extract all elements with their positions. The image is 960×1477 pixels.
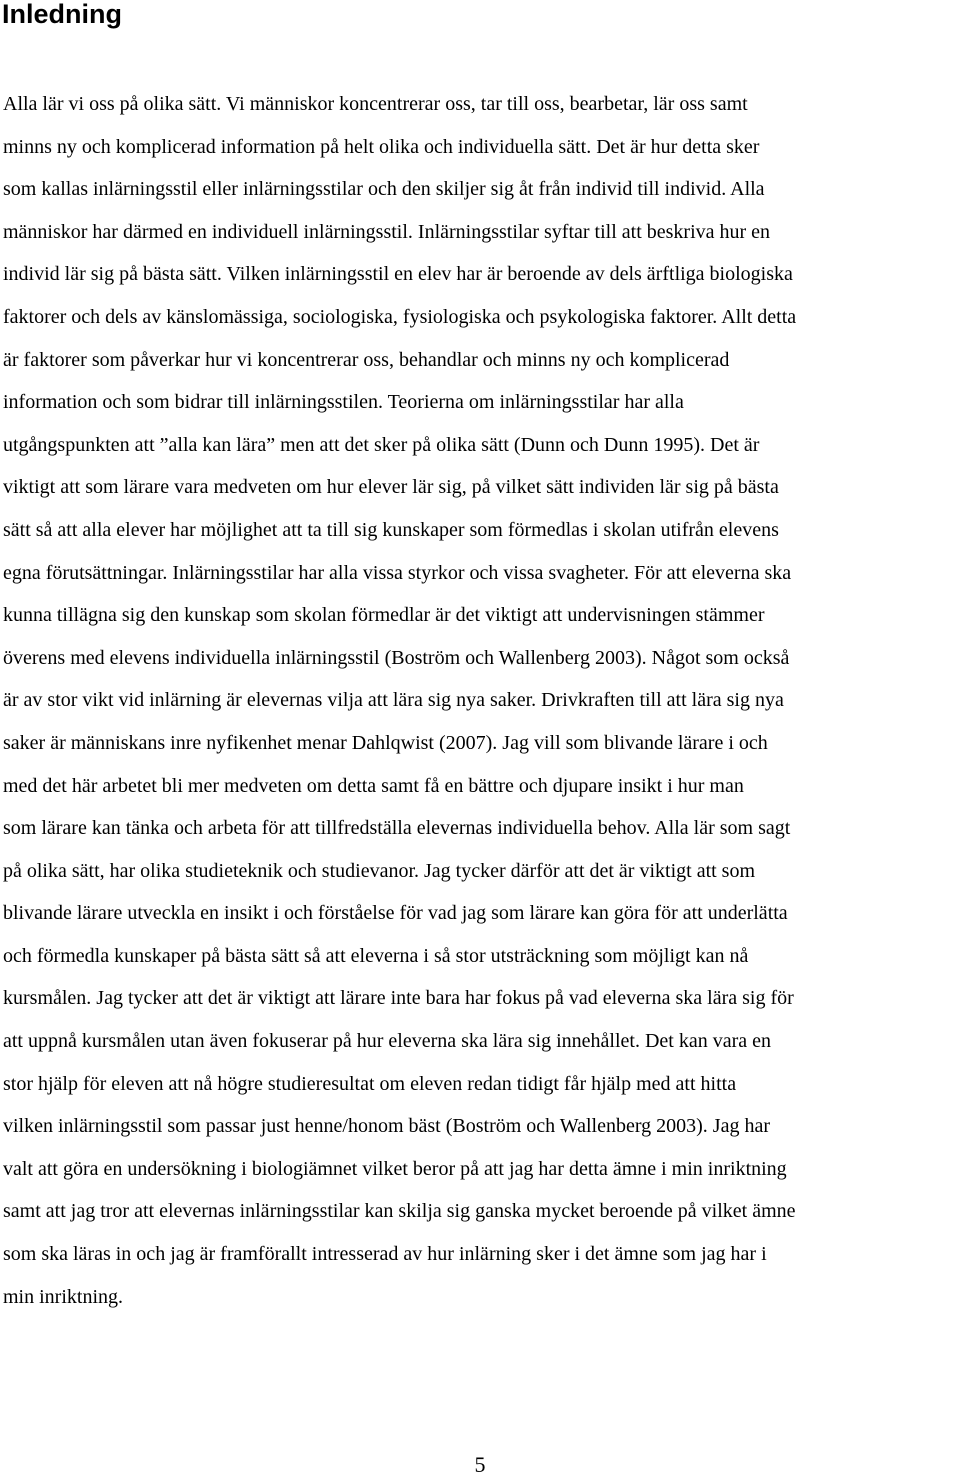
paragraph-line: egna förutsättningar. Inlärningsstilar har alla vissa styrkor och vissa svagheter. För att eleverna ska xyxy=(3,561,792,584)
paragraph-line: kursmålen. Jag tycker att det är viktigt att lärare inte bara har fokus på vad eleverna ska lära sig för xyxy=(3,987,794,1010)
paragraph-line: blivande lärare utveckla en insikt i och förståelse för vad jag som lärare kan göra för att underlätta xyxy=(3,902,788,925)
paragraph-line: minns ny och komplicerad information på helt olika och individuella sätt. Det är hur detta sker xyxy=(3,135,760,158)
paragraph-line: individ lär sig på bästa sätt. Vilken inlärningsstil en elev har är beroende av dels ärftliga biologiska xyxy=(3,263,793,286)
paragraph-line: på olika sätt, har olika studieteknik och studievanor. Jag tycker därför att det är viktigt att som xyxy=(3,859,756,882)
paragraph-line: som kallas inlärningsstil eller inlärningsstilar och den skiljer sig åt från individ till individ. Alla xyxy=(3,178,765,201)
body-paragraph xyxy=(3,83,960,1318)
paragraph-line: min inriktning. xyxy=(3,1285,123,1308)
paragraph-line: faktorer och dels av känslomässiga, sociologiska, fysiologiska och psykologiska faktorer. Allt detta xyxy=(3,305,797,328)
paragraph-line: och förmedla kunskaper på bästa sätt så att eleverna i så stor utsträckning som möjligt kan nå xyxy=(3,944,749,967)
paragraph-line: samt att jag tror att elevernas inlärningsstilar kan skilja sig ganska mycket beroende på vilket ämne xyxy=(3,1200,796,1223)
paragraph-line: Alla lär vi oss på olika sätt. Vi människor koncentrerar oss, tar till oss, bearbetar, lär oss samt xyxy=(3,93,748,115)
paragraph-line: som lärare kan tänka och arbeta för att tillfredställa elevernas individuella behov. Alla lär som sagt xyxy=(3,817,791,840)
section-heading: Inledning xyxy=(2,0,122,29)
paragraph-line: att uppnå kursmålen utan även fokuserar på hur eleverna ska lära sig innehållet. Det kan vara en xyxy=(3,1030,772,1053)
paragraph-line: stor hjälp för eleven att nå högre studieresultat om eleven redan tidigt får hjälp med att hitta xyxy=(3,1072,737,1095)
paragraph-line: som ska läras in och jag är framförallt intresserad av hur inlärning sker i det ämne som jag har i xyxy=(3,1243,767,1266)
paragraph-line: människor har därmed en individuell inlärningsstil. Inlärningsstilar syftar till att beskriva hur en xyxy=(3,220,771,243)
page-number xyxy=(0,1453,960,1477)
paragraph-line: kunna tillägna sig den kunskap som skolan förmedlar är det viktigt att undervisningen stämmer xyxy=(3,604,765,627)
paragraph-line: överens med elevens individuella inlärningsstil (Boström och Wallenberg 2003). Något som också xyxy=(3,646,790,669)
paragraph-line: valt att göra en undersökning i biologiämnet vilket beror på att jag har detta ämne i min inriktning xyxy=(3,1157,787,1180)
paragraph-line: saker är människans inre nyfikenhet menar Dahlqwist (2007). Jag vill som blivande lärare i och xyxy=(3,731,768,754)
paragraph-line: sätt så att alla elever har möjlighet att ta till sig kunskaper som förmedlas i skolan utifrån elevens xyxy=(3,518,779,541)
paragraph-line: med det här arbetet bli mer medveten om detta samt få en bättre och djupare insikt i hur man xyxy=(3,774,744,797)
paragraph-line: är faktorer som påverkar hur vi koncentrerar oss, behandlar och minns ny och komplicerad xyxy=(3,348,730,371)
paragraph-line: information och som bidrar till inlärningsstilen. Teorierna om inlärningsstilar har alla xyxy=(3,391,684,414)
paragraph-line: viktigt att som lärare vara medveten om hur elever lär sig, på vilket sätt individen lär sig på bästa xyxy=(3,476,779,499)
paragraph-line: utgångspunkten att ”alla kan lära” men att det sker på olika sätt (Dunn och Dunn 1995). Det är xyxy=(3,433,760,456)
page-number-label: 5 xyxy=(474,1452,486,1477)
paragraph-line: vilken inlärningsstil som passar just henne/honom bäst (Boström och Wallenberg 2003). Jag har xyxy=(3,1115,770,1138)
paragraph-line: är av stor vikt vid inlärning är elevernas vilja att lära sig nya saker. Drivkraften till att lära sig nya xyxy=(3,689,784,712)
